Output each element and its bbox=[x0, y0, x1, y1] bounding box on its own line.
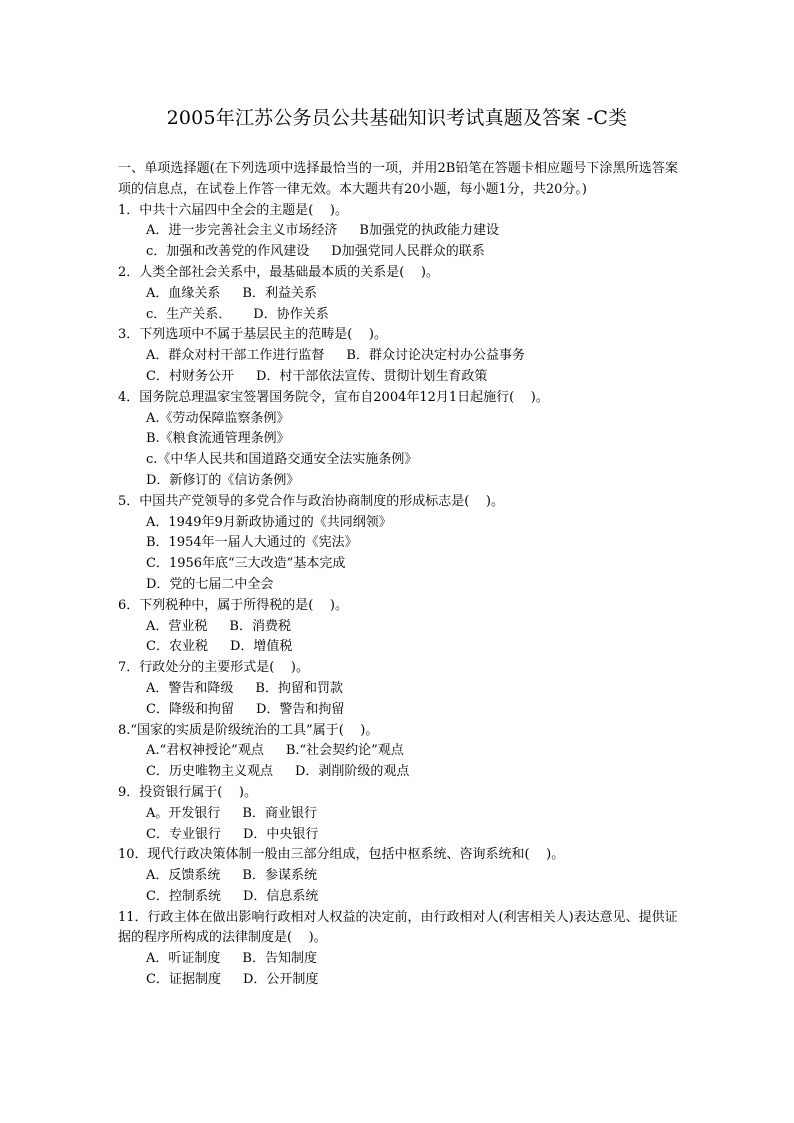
option-text: D．信息系统 bbox=[242, 888, 319, 904]
option-row bbox=[118, 471, 678, 492]
question-item bbox=[118, 721, 678, 783]
question-stem: 2．人类全部社会关系中，最基础最本质的关系是( )。 bbox=[118, 264, 439, 280]
option-text: B．拘留和罚款 bbox=[255, 680, 343, 696]
option-text: D．公开制度 bbox=[242, 972, 319, 988]
option-row bbox=[118, 450, 678, 471]
option-row bbox=[118, 533, 678, 554]
option-row bbox=[118, 637, 678, 658]
question-stem: 10．现代行政决策体制一般由三部分组成，包括中枢系统、咨询系统和( )。 bbox=[118, 847, 565, 863]
question-item bbox=[118, 263, 678, 325]
option-row bbox=[118, 949, 678, 970]
option-text: A．听证制度 bbox=[146, 951, 221, 967]
option-row bbox=[118, 617, 678, 638]
option-text: B.“社会契约论”观点 bbox=[285, 743, 404, 759]
option-text: C．降级和拘留 bbox=[146, 701, 234, 717]
option-text: C．专业银行 bbox=[146, 826, 221, 842]
page-title: 2005年江苏公务员公共基础知识考试真题及答案 -C类 bbox=[166, 107, 628, 129]
option-row bbox=[118, 242, 678, 263]
option-row bbox=[118, 305, 678, 326]
option-text: D．增值税 bbox=[229, 639, 293, 655]
option-text: B．利益关系 bbox=[242, 285, 317, 301]
option-row bbox=[118, 804, 678, 825]
question-stem: 9．投资银行属于( )。 bbox=[118, 784, 257, 800]
question-item bbox=[118, 908, 678, 991]
option-text: D．剥削阶级的观点 bbox=[294, 764, 410, 780]
option-text: A．血缘关系 bbox=[146, 285, 221, 301]
option-row bbox=[118, 554, 678, 575]
option-row bbox=[118, 700, 678, 721]
option-text: B．消费税 bbox=[229, 618, 291, 634]
question-item bbox=[118, 845, 678, 907]
option-text: A．1949年9月新政协通过的《共同纲领》 bbox=[146, 514, 392, 530]
question-stem: 11．行政主体在做出影响行政相对人权益的决定前，由行政相对人(利害相关人)表达意见、提供证据的程序所构成的法律制度是( )。 bbox=[118, 909, 678, 946]
option-text: D加强党同人民群众的联系 bbox=[331, 244, 485, 260]
option-text: B．告知制度 bbox=[242, 951, 317, 967]
option-text: B．群众讨论决定村办公益事务 bbox=[346, 348, 525, 364]
question-stem: 4．国务院总理温家宝签署国务院令，宣布自2004年12月1日起施行( )。 bbox=[118, 389, 549, 405]
option-text: B．参谋系统 bbox=[242, 868, 317, 884]
option-text: D．党的七届二中全会 bbox=[146, 576, 274, 592]
option-row bbox=[118, 429, 678, 450]
question-stem: 5．中国共产党领导的多党合作与政治协商制度的形成标志是( )。 bbox=[118, 493, 504, 509]
question-item bbox=[118, 388, 678, 492]
option-text: A．营业税 bbox=[146, 618, 208, 634]
option-text: D．警告和拘留 bbox=[255, 701, 345, 717]
question-item bbox=[118, 492, 678, 596]
question-item bbox=[118, 201, 678, 263]
option-text: A．群众对村干部工作进行监督 bbox=[146, 348, 325, 364]
option-text: B加强党的执政能力建设 bbox=[359, 223, 499, 239]
option-row bbox=[118, 825, 678, 846]
option-text: C．村财务公开 bbox=[146, 368, 234, 384]
option-text: B.《粮食流通管理条例》 bbox=[146, 431, 290, 447]
question-list bbox=[118, 201, 678, 991]
option-row bbox=[118, 762, 678, 783]
option-row bbox=[118, 970, 678, 991]
option-row bbox=[118, 866, 678, 887]
question-item bbox=[118, 658, 678, 720]
exam-content bbox=[118, 159, 678, 991]
option-text: c．生产关系． bbox=[146, 306, 232, 322]
option-text: A．反馈系统 bbox=[146, 868, 221, 884]
option-text: C．历史唯物主义观点 bbox=[146, 764, 273, 780]
option-text: A．进一步完善社会主义市场经济 bbox=[146, 223, 338, 239]
section-intro: 一、单项选择题(在下列选项中选择最恰当的一项，并用2B铅笔在答题卡相应题号下涂黑所选答案项的信息点，在试卷上作答一律无效。本大题共有20小题，每小题1分，共20分。) bbox=[118, 161, 678, 197]
option-text: B．1954年一届人大通过的《宪法》 bbox=[146, 535, 358, 551]
question-stem: 3．下列选项中不属于基层民主的范畴是( )。 bbox=[118, 327, 387, 343]
option-text: C．证据制度 bbox=[146, 972, 221, 988]
option-text: A。开发银行 bbox=[146, 805, 221, 821]
option-row bbox=[118, 741, 678, 762]
option-row bbox=[118, 887, 678, 908]
option-row bbox=[118, 513, 678, 534]
option-text: D．协作关系 bbox=[253, 306, 329, 322]
option-text: D．村干部依法宣传、贯彻计划生育政策 bbox=[255, 368, 488, 384]
option-text: B．商业银行 bbox=[242, 805, 317, 821]
option-row bbox=[118, 575, 678, 596]
option-row bbox=[118, 221, 678, 242]
option-row bbox=[118, 284, 678, 305]
option-text: C．农业税 bbox=[146, 639, 208, 655]
question-stem: 8.“国家的实质是阶级统治的工具”属于( )。 bbox=[118, 722, 379, 738]
option-text: D．新修订的《信访条例》 bbox=[146, 472, 300, 488]
option-text: A.“君权神授论”观点 bbox=[146, 743, 264, 759]
option-row bbox=[118, 367, 678, 388]
option-row bbox=[118, 409, 678, 430]
option-text: c．加强和改善党的作风建设 bbox=[146, 244, 310, 260]
option-row bbox=[118, 679, 678, 700]
option-text: A．警告和降级 bbox=[146, 680, 234, 696]
option-text: D．中央银行 bbox=[242, 826, 319, 842]
option-text: C．1956年底“三大改造”基本完成 bbox=[146, 556, 346, 572]
option-text: c.《中华人民共和国道路交通安全法实施条例》 bbox=[146, 452, 418, 468]
question-item bbox=[118, 596, 678, 658]
option-row bbox=[118, 346, 678, 367]
question-item bbox=[118, 325, 678, 387]
question-item bbox=[118, 783, 678, 845]
question-stem: 7．行政处分的主要形式是( )。 bbox=[118, 660, 309, 676]
question-stem: 6．下列税种中，属于所得税的是( )。 bbox=[118, 597, 348, 613]
question-stem: 1．中共十六届四中全会的主题是( )。 bbox=[118, 202, 348, 218]
option-text: C．控制系统 bbox=[146, 888, 221, 904]
option-text: A.《劳动保障监察条例》 bbox=[146, 410, 290, 426]
